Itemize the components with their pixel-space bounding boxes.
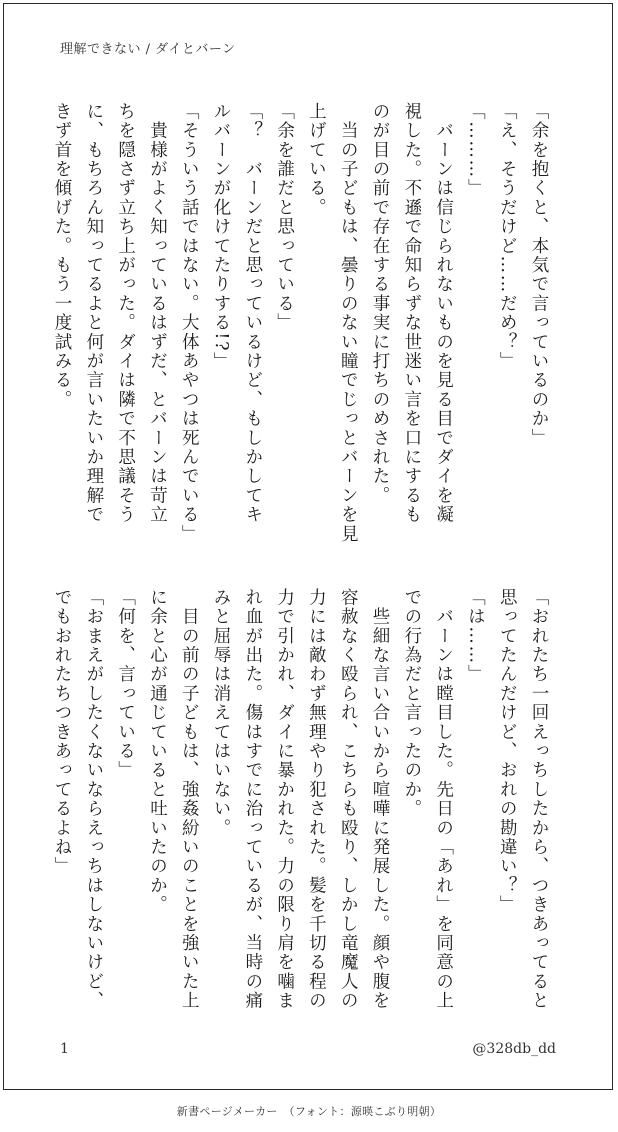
text-line: れ血が出た。傷はすでに治っているが、当時の痛 xyxy=(242,588,263,1011)
text-line: に、もちろん知ってるよと何が言いたいか理解で xyxy=(83,102,104,525)
text-line: に余と心が通じていると吐いたのか。 xyxy=(147,588,168,915)
text-line: 些細な言い合いから喧嘩に発展した。顔や腹を xyxy=(370,588,391,1011)
footer-credit: 新書ページメーカー （フォント：源暎こぶり明朝） xyxy=(176,1105,442,1118)
text-line: 「は……」 xyxy=(465,588,486,684)
text-line: 「おまえがしたくないならえっちはしないけど、 xyxy=(83,588,104,1011)
text-line: 「？ バーンだと思っているけど、もしかしてキ xyxy=(242,102,263,525)
text-block-top xyxy=(45,102,554,544)
text-block-bottom xyxy=(45,588,554,1018)
text-line: でもおれたちつきあってるよね」 xyxy=(52,588,73,876)
text-line: 視した。不遜で命知らずな世迷い言を口にするも xyxy=(401,102,422,525)
author-handle: @328db_dd xyxy=(472,1041,556,1057)
text-line: 「そういう話ではない。大体あやつは死んでいる」 xyxy=(179,102,200,544)
text-line: ちを隠さず立ち上がった。ダイは隣で不思議そう xyxy=(115,102,136,525)
text-line: 「え、そうだけど……だめ？」 xyxy=(497,102,518,371)
text-line: 「何を、言っている」 xyxy=(115,588,136,780)
text-line: みと屈辱は消えてはいない。 xyxy=(211,588,232,838)
text-line: での行為だと言ったのか。 xyxy=(401,588,422,819)
text-line: きず首を傾げた。もう一度試みる。 xyxy=(52,102,73,410)
text-line: 思ってたんだけど、おれの勘違い？」 xyxy=(497,588,518,915)
text-line: 容赦なく殴られ、こちらも殴り、しかし竜魔人の xyxy=(338,588,359,1011)
text-line: のが目の前で存在する事実に打ちのめされた。 xyxy=(370,102,391,506)
text-line: 「余を抱くと、本気で言っているのか」 xyxy=(529,102,549,448)
text-line: バーンは信じられないものを見る目でダイを凝 xyxy=(433,102,454,525)
text-line: 「………」 xyxy=(465,102,486,198)
text-line: 「余を誰だと思っている」 xyxy=(274,102,295,333)
text-line: 目の前の子どもは、強姦紛いのことを強いた上 xyxy=(179,588,200,1011)
text-line: 力で引かれ、ダイに暴かれた。力の限り肩を噛ま xyxy=(274,588,295,1011)
text-line: ルバーンが化けてたりする!?」 xyxy=(211,102,232,372)
page-number: 1 xyxy=(60,1041,69,1057)
page-header: 理解できない / ダイとバーン xyxy=(60,42,236,57)
text-line: 「おれたち一回えっちしたから、つきあってると xyxy=(529,588,549,1011)
text-line: 力には敵わず無理やり犯された。髪を千切る程の xyxy=(306,588,327,1011)
text-line: 上げている。 xyxy=(306,102,327,218)
page-frame xyxy=(3,3,613,1090)
text-line: バーンは瞠目した。先日の「あれ」を同意の上 xyxy=(433,588,454,1011)
text-line: 貴様がよく知っているはずだ、とバーンは苛立 xyxy=(147,102,168,525)
text-line: 当の子どもは、曇りのない瞳でじっとバーンを見 xyxy=(338,102,359,544)
